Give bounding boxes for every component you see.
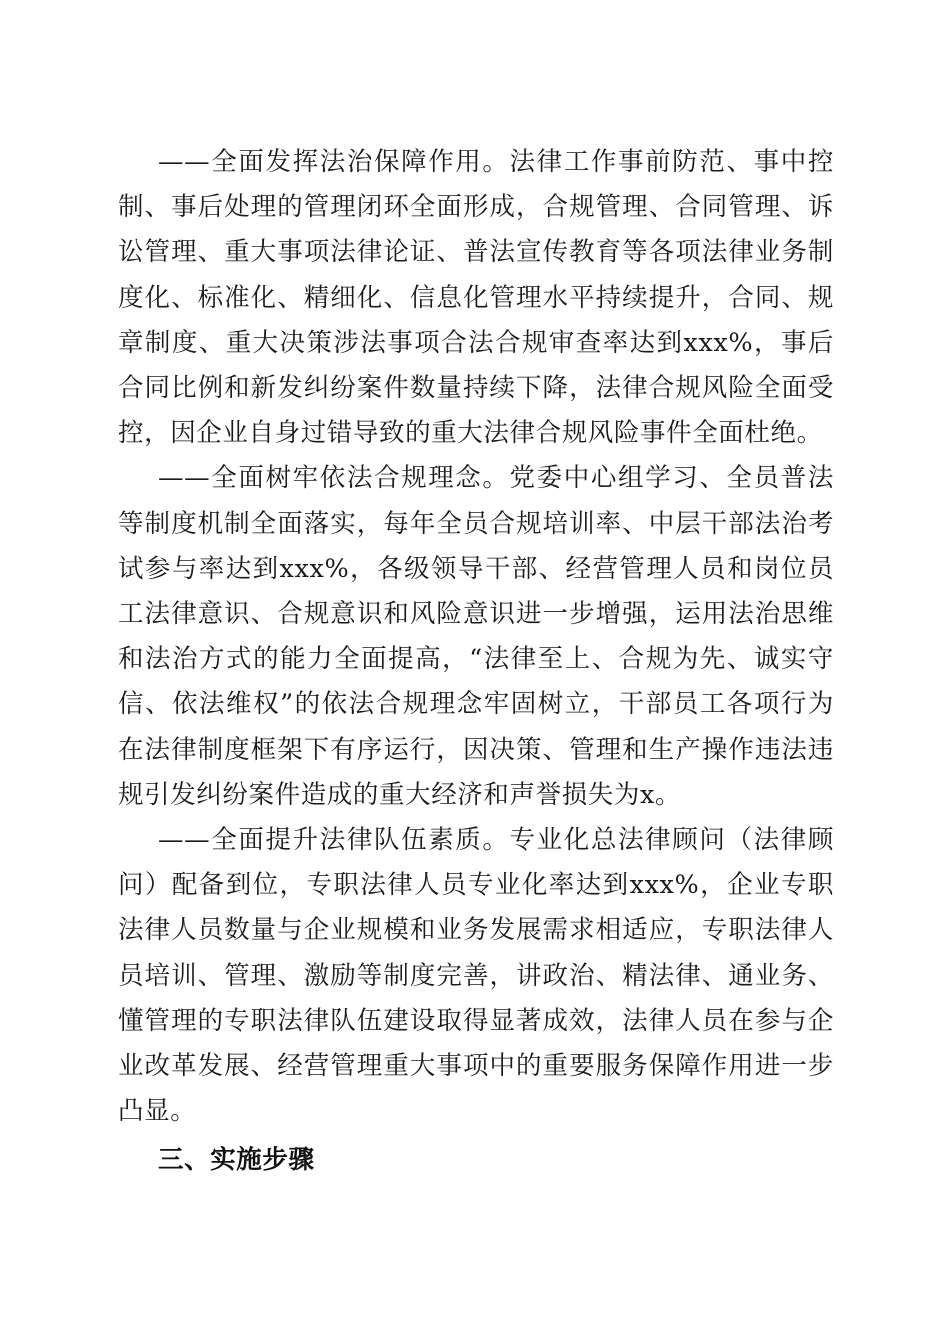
- paragraph-compliance-concept: ——全面树牢依法合规理念。党委中心组学习、全员普法等制度机制全面落实，每年全员合规培训率、中层干部法治考试参与率达到xxx%，各级领导干部、经营管理人员和岗位员工法律意识、合规意识和风险意识进一步增强，运用法治思维和法治方式的能力全面提高，“法律至上、合规为先、诚实守信、依法维权”的依法合规理念牢固树立，干部员工各项行为在法律制度框架下有序运行，因决策、管理和生产操作违法违规引发纠纷案件造成的重大经济和声誉损失为x。: [118, 463, 834, 810]
- paragraph-legal-protection: ——全面发挥法治保障作用。法律工作事前防范、事中控制、事后处理的管理闭环全面形成，合规管理、合同管理、诉讼管理、重大事项法律论证、普法宣传教育等各项法律业务制度化、标准化、精细化、信息化管理水平持续提升，合同、规章制度、重大决策涉法事项合法合规审查率达到xxx%，事后合同比例和新发纠纷案件数量持续下降，法律合规风险全面受控，因企业自身过错导致的重大法律合规风险事件全面杜绝。: [118, 147, 834, 449]
- section-heading: 三、实施步骤: [158, 1145, 315, 1176]
- document-body: [118, 140, 834, 1184]
- paragraph-legal-team: ——全面提升法律队伍素质。专业化总法律顾问（法律顾问）配备到位，专职法律人员专业化率达到xxx%，企业专职法律人员数量与企业规模和业务发展需求相适应，专职法律人员培训、管理、激励等制度完善，讲政治、精法律、通业务、懂管理的专职法律队伍建设取得显著成效，法律人员在参与企业改革发展、经营管理重大事项中的重要服务保障作用进一步凸显。: [118, 825, 834, 1127]
